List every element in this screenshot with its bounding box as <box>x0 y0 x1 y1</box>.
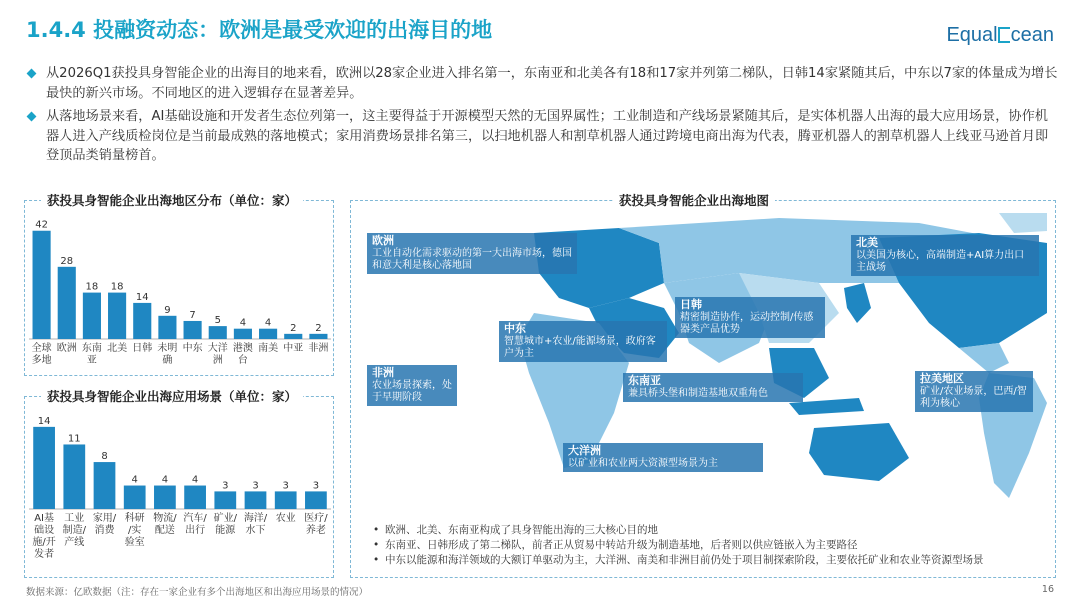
region-label-oceania <box>563 443 763 472</box>
bar-value-label: 4 <box>264 317 272 329</box>
category-tick-label: 科研 <box>124 513 145 524</box>
bar-value-label: 7 <box>189 309 196 321</box>
bar-value-label: 3 <box>282 480 289 492</box>
bar <box>305 491 327 509</box>
category-tick-label: 础设 <box>34 525 55 536</box>
category-tick-label: 确 <box>162 355 173 366</box>
region-name: 欧洲 <box>372 234 394 247</box>
category-tick-label: 家用/ <box>92 513 117 524</box>
bar-value-label: 2 <box>290 322 297 334</box>
bar-value-label: 9 <box>164 304 171 316</box>
bullet-item <box>26 64 1060 103</box>
category-tick-label: 养老 <box>305 525 326 536</box>
equalocean-logo <box>946 24 1054 47</box>
category-tick-label: 非洲 <box>308 343 329 354</box>
bar-value-label: 18 <box>110 281 124 293</box>
category-tick-label: 中亚 <box>283 343 304 354</box>
region-name: 日韩 <box>680 298 702 311</box>
bar <box>184 321 202 339</box>
region-desc: 智慧城市+农业/能源场景，政府客户为主 <box>504 336 656 359</box>
region-name: 东南亚 <box>628 374 661 387</box>
bar <box>63 444 85 509</box>
region-desc: 矿业/农业场景，巴西/智利为核心 <box>920 386 1027 409</box>
category-tick-label: 亚 <box>86 355 97 366</box>
bar <box>94 462 116 509</box>
bar-value-label: 11 <box>67 433 81 445</box>
category-tick-label: 汽车/ <box>183 513 207 524</box>
region-desc: 工业自动化需求驱动的第一大出海市场，德国和意大利是核心落地国 <box>372 248 572 271</box>
bar <box>214 491 236 509</box>
category-tick-label: 物流/ <box>153 513 177 524</box>
bar <box>133 303 151 339</box>
region-desc: 兼具桥头堡和制造基地双重角色 <box>628 388 768 399</box>
category-tick-label: 洲 <box>212 355 223 366</box>
bar <box>124 486 146 509</box>
category-tick-label: /实 <box>128 525 142 536</box>
category-tick-label: 制造/ <box>62 525 86 536</box>
diamond-bullet-icon <box>27 69 37 79</box>
bar-value-label: 4 <box>191 474 199 486</box>
category-tick-label: 日韩 <box>132 343 153 354</box>
diamond-bullet-icon <box>27 112 37 122</box>
bar-value-label: 3 <box>222 480 229 492</box>
bar-value-label: 28 <box>60 255 74 267</box>
logo-text-b: cean <box>1010 24 1054 46</box>
chart-title: 获投具身智能企业出海应用场景（单位：家） <box>41 387 303 405</box>
bar-value-label: 18 <box>85 281 99 293</box>
region-name: 中东 <box>504 322 526 335</box>
category-tick-label: 台 <box>237 355 248 366</box>
logo-o-icon <box>998 27 1010 43</box>
page-number: 16 <box>1041 584 1054 595</box>
category-tick-label: 大洋 <box>207 343 228 354</box>
page-title: 1.4.4 投融资动态：欧洲是最受欢迎的出海目的地 <box>26 18 493 42</box>
region-desc: 农业场景探索，处于早期阶段 <box>372 380 452 403</box>
bar <box>184 486 206 509</box>
category-tick-label: 欧洲 <box>56 343 77 354</box>
bar <box>158 316 176 339</box>
category-tick-label: 配送 <box>154 525 175 536</box>
region-desc: 以美国为核心，高端制造+AI算力出口主战场 <box>856 250 1025 273</box>
category-tick-label: 能源 <box>215 525 236 536</box>
bullet-item <box>26 107 1060 166</box>
note-item: • 中东以能源和海洋领域的大额订单驱动为主，大洋洲、南美和非洲目前仍处于项目制探索阶段，主要依托矿业和农业等资源型场景 <box>373 553 984 568</box>
bar-chart-svg <box>25 201 335 377</box>
bar <box>83 293 101 339</box>
bar <box>58 267 76 339</box>
world-map-panel <box>350 193 1056 578</box>
category-tick-label: 工业 <box>64 513 85 524</box>
bar <box>275 491 297 509</box>
category-tick-label: 出行 <box>185 525 206 536</box>
data-source: 数据来源：亿欧数据（注：存在一家企业有多个出海地区和出海应用场景的情况） <box>26 587 369 598</box>
category-tick-label: 南美 <box>258 343 279 354</box>
region-desc: 精密制造协作，运动控制/传感器类产品优势 <box>680 312 814 335</box>
region-desc: 以矿业和农业两大资源型场景为主 <box>568 458 718 469</box>
category-tick-label: 施/开 <box>32 537 56 548</box>
region-label-north-america <box>851 235 1039 276</box>
bar-value-label: 3 <box>252 480 259 492</box>
note-item: • 欧洲、北美、东南亚构成了具身智能出海的三大核心目的地 <box>373 523 984 538</box>
bar-value-label: 5 <box>214 315 221 327</box>
region-label-europe <box>367 233 577 274</box>
bar <box>154 486 176 509</box>
bar <box>209 326 227 339</box>
category-tick-label: 北美 <box>107 343 128 354</box>
summary-bullets <box>26 64 1060 170</box>
bar-value-label: 2 <box>315 322 322 334</box>
category-tick-label: 港澳 <box>232 343 253 354</box>
category-tick-label: 中东 <box>182 343 203 354</box>
category-tick-label: 医疗/ <box>304 513 328 524</box>
bar <box>284 334 302 339</box>
bar-value-label: 3 <box>312 480 320 492</box>
category-tick-label: 水下 <box>245 525 266 536</box>
chart-title: 获投具身智能企业出海地区分布（单位：家） <box>41 191 303 209</box>
category-tick-label: 验室 <box>124 537 145 548</box>
region-label-latin-america <box>915 371 1033 412</box>
bullet-text: 从2026Q1获投具身智能企业的出海目的地来看，欧洲以28家企业进入排名第一，东南亚和北美各有18和17家并列第二梯队，日韩14家紧随其后，中东以7家的体量成为增长最快的新兴市场。不同地区的进入逻辑存在显著差异。 <box>46 66 1058 101</box>
world-map <box>359 213 1047 515</box>
region-label-africa <box>367 365 457 406</box>
category-tick-label: 消费 <box>94 525 115 536</box>
region-name: 非洲 <box>372 366 394 379</box>
bar-value-label: 14 <box>135 291 149 303</box>
map-title: 获投具身智能企业出海地图 <box>613 191 775 209</box>
category-tick-label: 矿业/ <box>213 513 237 524</box>
bar-value-label: 42 <box>35 219 48 231</box>
bar-chart-svg <box>25 397 335 579</box>
map-notes <box>373 523 984 568</box>
bar <box>33 231 51 339</box>
application-scene-chart <box>24 389 334 578</box>
logo-text-a: Equal <box>946 24 998 46</box>
bar <box>309 334 327 339</box>
region-distribution-chart <box>24 193 334 376</box>
note-item: • 东南亚、日韩形成了第二梯队，前者正从贸易中转站升级为制造基地，后者则以供应链嵌入为主要路径 <box>373 538 984 553</box>
bar <box>259 329 277 339</box>
bar <box>33 427 55 509</box>
region-label-japan-korea <box>675 297 825 338</box>
category-tick-label: 多地 <box>31 355 52 366</box>
bar <box>234 329 252 339</box>
category-tick-label: 产线 <box>64 537 85 548</box>
region-name: 拉美地区 <box>920 372 964 385</box>
bar <box>245 491 267 509</box>
bar-value-label: 4 <box>131 474 138 486</box>
category-tick-label: 东南 <box>81 343 102 354</box>
category-tick-label: 农业 <box>275 513 296 524</box>
region-label-middle-east <box>499 321 667 362</box>
category-tick-label: 发者 <box>34 549 55 560</box>
region-label-southeast-asia <box>623 373 803 402</box>
region-name: 大洋洲 <box>568 444 601 457</box>
category-tick-label: 全球 <box>31 343 52 354</box>
bar <box>108 293 126 339</box>
region-name: 北美 <box>856 236 878 249</box>
category-tick-label: 未明 <box>157 343 178 354</box>
category-tick-label: 海洋/ <box>243 513 268 524</box>
bar-value-label: 14 <box>37 415 51 427</box>
category-tick-label: AI基 <box>34 513 54 524</box>
bar-value-label: 8 <box>101 451 108 463</box>
bullet-text: 从落地场景来看，AI基础设施和开发者生态位列第一，这主要得益于开源模型天然的无国界属性；工业制造和产线场景紧随其后，是实体机器人出海的最大应用场景，协作机器人进入产线质检岗位是当前最成熟的落地模式；家用消费场景排名第三，以扫地机器人和割草机器人通过跨境电商出海为代表，腾亚机器人的割草机器人上线亚马逊首月即登顶品类销量榜首。 <box>46 109 1049 163</box>
bar-value-label: 4 <box>161 474 169 486</box>
bar-value-label: 4 <box>239 317 247 329</box>
